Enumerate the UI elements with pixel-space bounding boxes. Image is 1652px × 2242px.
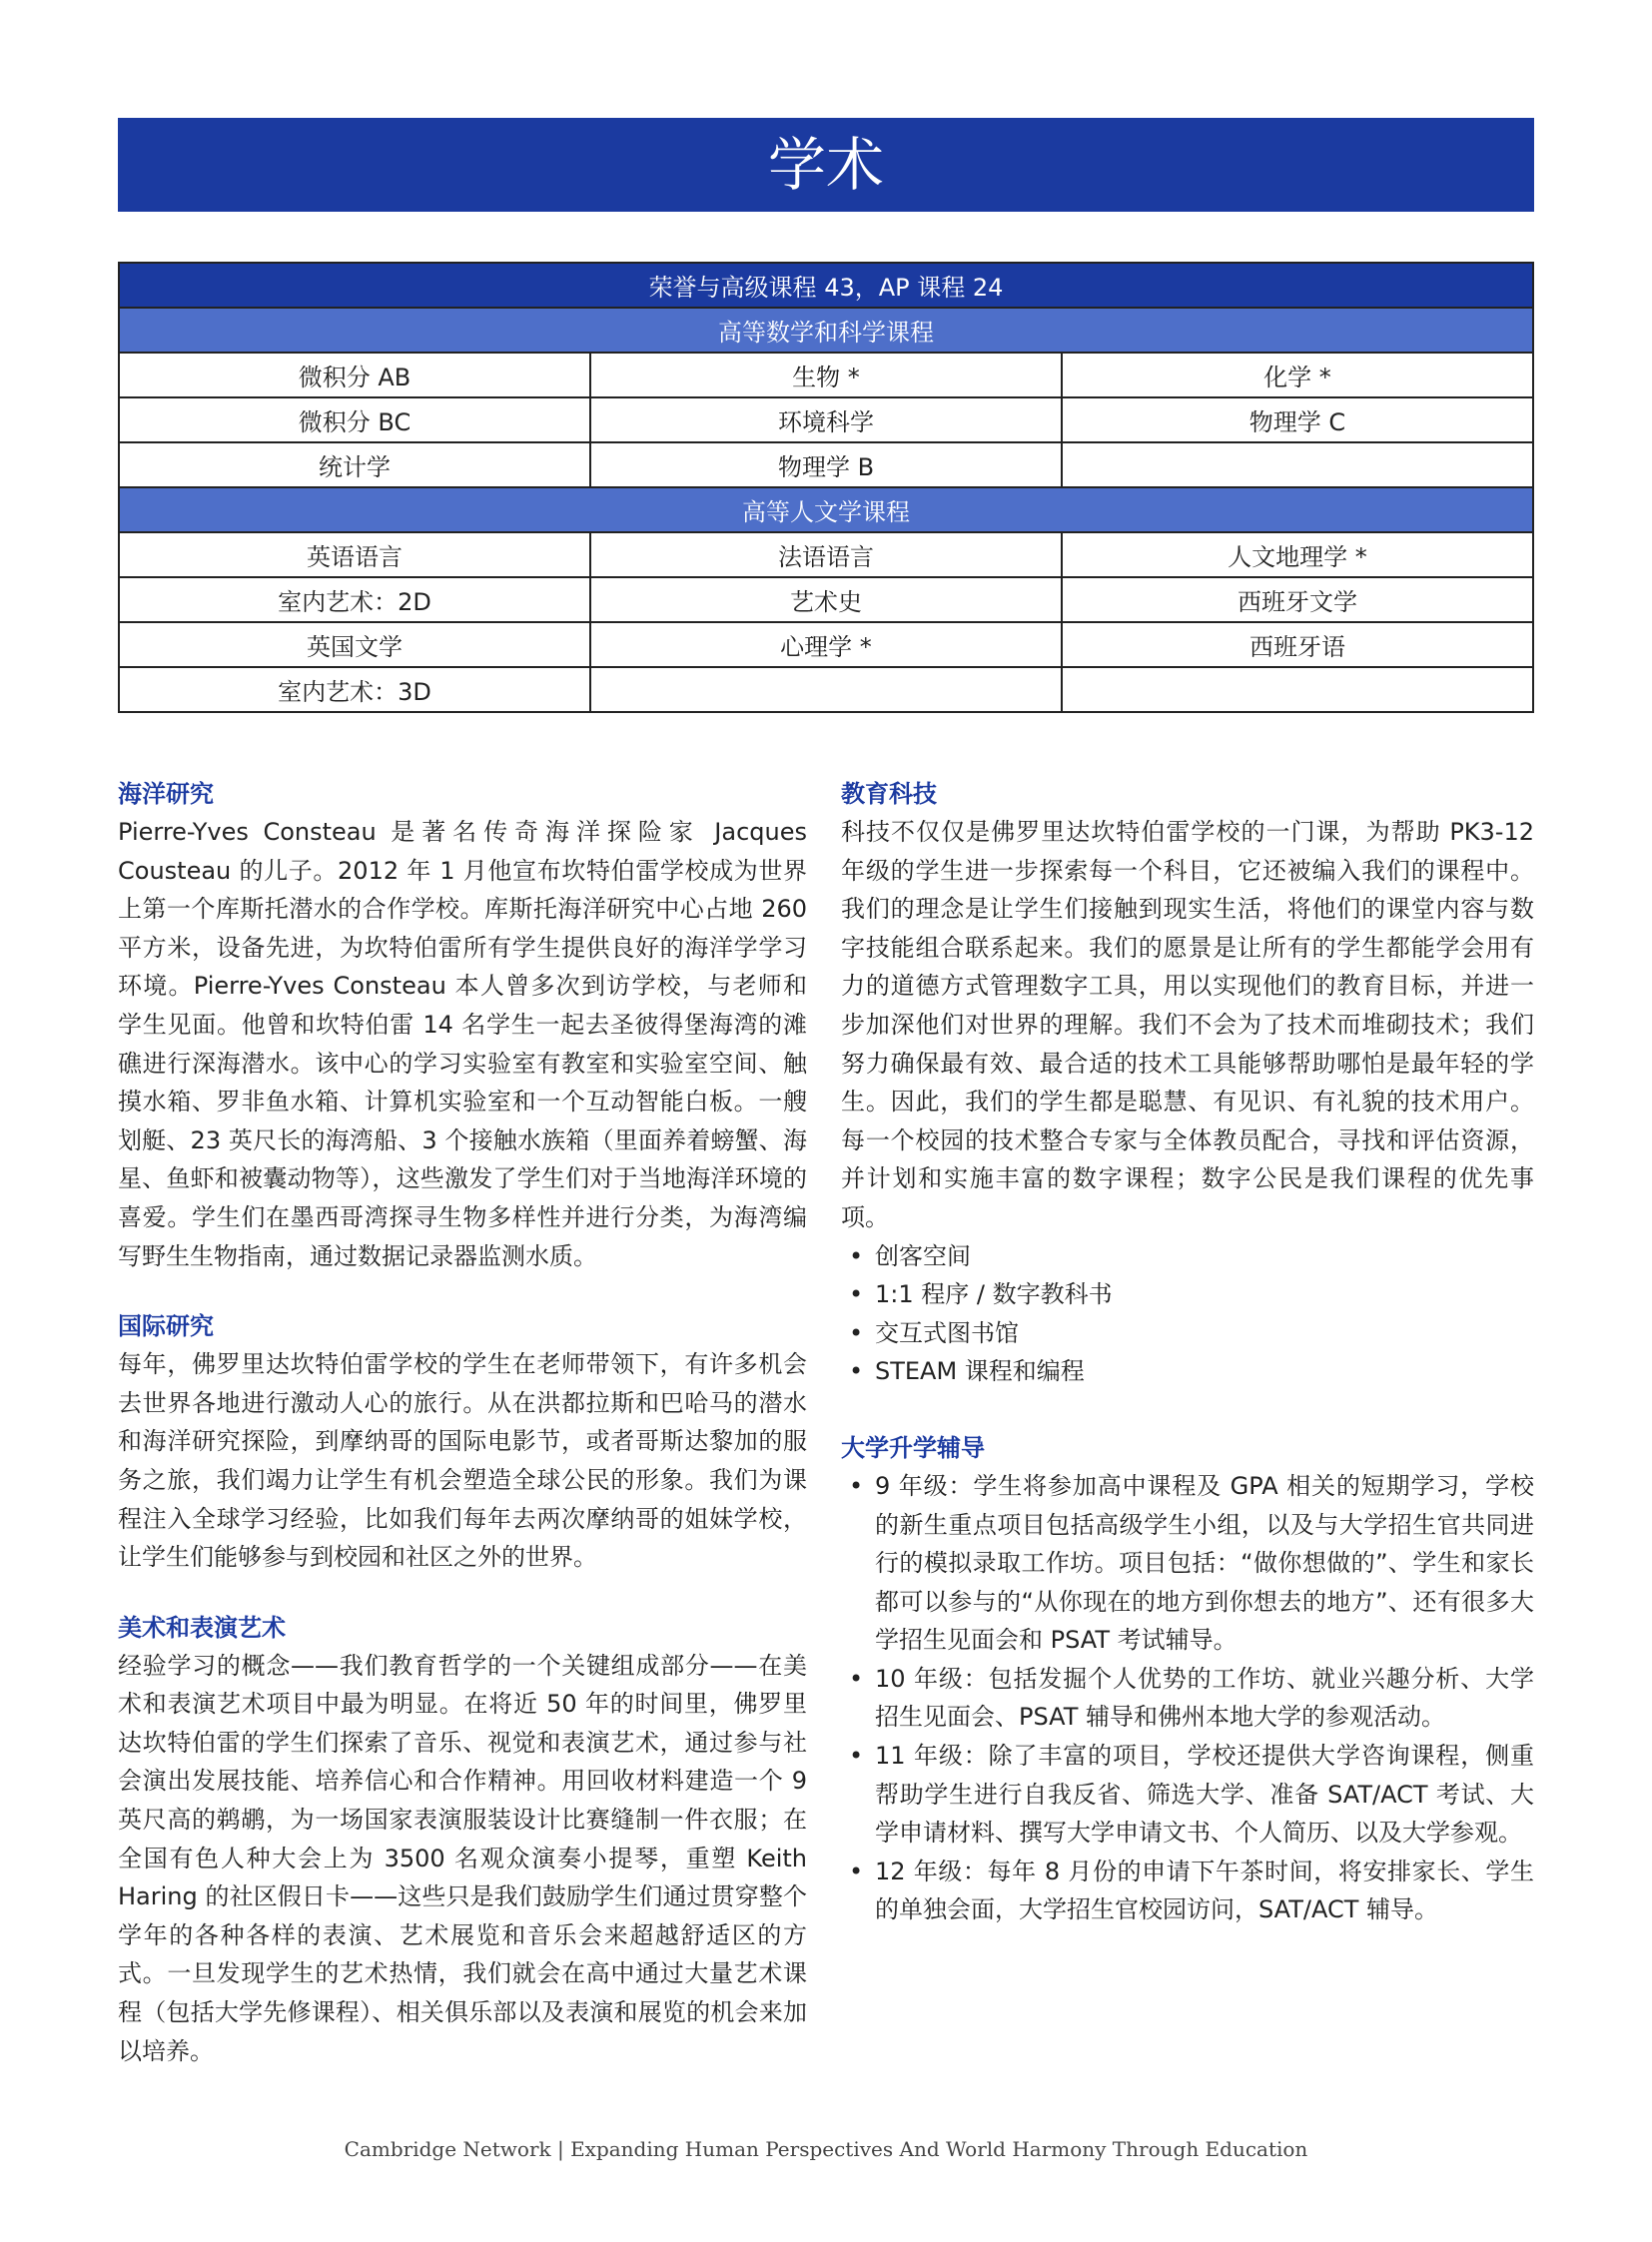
list-item: • 交互式图书馆 bbox=[849, 1318, 1019, 1347]
table-cell bbox=[590, 667, 1062, 712]
international-text: 每年，佛罗里达坎特伯雷学校的学生在老师带领下，有许多机会去世界各地进行激动人心的旅行。从在洪都拉斯和巴哈马的潜水和海洋研究探险，到摩纳哥的国际电影节，或者哥斯达黎加的服务之旅，我们竭力让学生有机会塑造全球公民的形象。我们为课程注入全球学习经验，比如我们每年去两次摩纳哥的姐妹学校，让学生们能够参与到校园和社区之外的世界。 bbox=[118, 1350, 807, 1572]
edtech-text: 科技不仅仅是佛罗里达坎特伯雷学校的一门课，为帮助 PK3-12 年级的学生进一步探索每一个科目，它还被编入我们的课程中。我们的理念是让学生们接触到现实生活，将他们的课堂内容与数字技能组合联系起来。我们的愿景是让所有的学生都能学会用有力的道德方式管理数字工具，用以实现他们的教育目标，并进一步加深他们对世界的理解。我们不会为了技术而堆砌技术；我们努力确保最有效、最合适的技术工具能够帮助哪怕是最年轻的学生。因此，我们的学生都是聪慧、有见识、有礼貌的技术用户。每一个校园的技术整合专家与全体教员配合，寻找和评估资源，并计划和实施丰富的数字课程；数字公民是我们课程的优先事项。 bbox=[841, 818, 1534, 1231]
international-heading: 国际研究 bbox=[118, 1312, 214, 1341]
table-cell: 微积分 BC bbox=[119, 397, 590, 442]
list-item: • 创客空间 bbox=[849, 1241, 971, 1270]
section-title: 高等数学和科学课程 bbox=[119, 308, 1533, 353]
table-cell: 微积分 AB bbox=[119, 353, 590, 397]
table-cell: 物理学 B bbox=[590, 442, 1062, 487]
ocean-text: Pierre-Yves Consteau 是著名传奇海洋探险家 Jacques Cousteau 的儿子。2012 年 1 月他宣布坎特伯雷学校成为世界上第一个库斯托潜水的合作学校。库斯托海洋研究中心占地 260 平方米，设备先进，为坎特伯雷所有学生提供良好的海洋学学习环境。Pierre-Yves Consteau 本人曾多次到访学校，与老师和学生见面。他曾和坎特伯雷 14 名学生一起去圣彼得堡海湾的滩礁进行深海潜水。该中心的学习实验室有教室和实验室空间、触摸水箱、罗非鱼水箱、计算机实验室和一个互动智能白板。一艘划艇、23 英尺长的海湾船、3 个接触水族箱（里面养着螃蟹、海星、鱼虾和被囊动物等），这些激发了学生们对于当地海洋环境的喜爱。学生们在墨西哥湾探寻生物多样性并进行分类，为海湾编写野生生物指南，通过数据记录器监测水质。 bbox=[118, 818, 807, 1270]
table-cell: 生物 * bbox=[590, 353, 1062, 397]
college-list bbox=[841, 1467, 1534, 1929]
edtech-list bbox=[841, 1237, 1534, 1391]
table-cell: 英国文学 bbox=[119, 622, 590, 667]
list-item: • 11 年级：除了丰富的项目，学校还提供大学咨询课程，侧重帮助学生进行自我反省、筛选大学、准备 SAT/ACT 考试、大学申请材料、撰写大学申请文书、个人简历、以及大学参观。 bbox=[849, 1742, 1534, 1848]
table-cell: 人文地理学 * bbox=[1062, 532, 1533, 577]
table-cell: 西班牙语 bbox=[1062, 622, 1533, 667]
arts-text: 经验学习的概念——我们教育哲学的一个关键组成部分——在美术和表演艺术项目中最为明显。在将近 50 年的时间里，佛罗里达坎特伯雷的学生们探索了音乐、视觉和表演艺术，通过参与社会演出发展技能、培养信心和合作精神。用回收材料建造一个 9 英尺高的鹈鹕，为一场国家表演服装设计比赛缝制一件衣服；在全国有色人种大会上为 3500 名观众演奏小提琴，重塑 Keith Haring 的社区假日卡——这些只是我们鼓励学生们通过贯穿整个学年的各种各样的表演、艺术展览和音乐会来超越舒适区的方式。一旦发现学生的艺术热情，我们就会在高中通过大量艺术课程（包括大学先修课程）、相关俱乐部以及表演和展览的机会来加以培养。 bbox=[118, 1651, 807, 2065]
table-cell: 化学 * bbox=[1062, 353, 1533, 397]
edtech-heading: 教育科技 bbox=[841, 780, 937, 808]
list-item: • 12 年级：每年 8 月份的申请下午茶时间，将安排家长、学生的单独会面，大学招生官校园访问，SAT/ACT 辅导。 bbox=[849, 1857, 1534, 1924]
table-cell: 英语语言 bbox=[119, 532, 590, 577]
list-item: • STEAM 课程和编程 bbox=[849, 1357, 1085, 1386]
table-header: 荣誉与高级课程 43，AP 课程 24 bbox=[119, 263, 1533, 308]
ocean-heading: 海洋研究 bbox=[118, 780, 214, 808]
left-column bbox=[118, 775, 807, 2070]
table-row bbox=[119, 442, 1533, 487]
table-cell bbox=[1062, 442, 1533, 487]
list-item: • 1:1 程序 / 数字教科书 bbox=[849, 1280, 1113, 1309]
table-cell: 法语语言 bbox=[590, 532, 1062, 577]
table-cell: 艺术史 bbox=[590, 577, 1062, 622]
table-cell: 室内艺术：2D bbox=[119, 577, 590, 622]
course-table bbox=[118, 262, 1534, 713]
table-row bbox=[119, 353, 1533, 397]
table-cell: 西班牙文学 bbox=[1062, 577, 1533, 622]
list-item: • 10 年级：包括发掘个人优势的工作坊、就业兴趣分析、大学招生见面会、PSAT 辅导和佛州本地大学的参观活动。 bbox=[849, 1664, 1534, 1732]
right-column bbox=[841, 775, 1534, 1929]
table-cell: 统计学 bbox=[119, 442, 590, 487]
table-row bbox=[119, 577, 1533, 622]
table-cell: 室内艺术：3D bbox=[119, 667, 590, 712]
table-row bbox=[119, 397, 1533, 442]
footer: Cambridge Network | Expanding Human Perspectives And World Harmony Through Education bbox=[344, 2137, 1308, 2161]
section-title: 高等人文学课程 bbox=[119, 487, 1533, 532]
list-item: • 9 年级：学生将参加高中课程及 GPA 相关的短期学习，学校的新生重点项目包括高级学生小组，以及与大学招生官共同进行的模拟录取工作坊。项目包括：“做你想做的”、学生和家长都可以参与的“从你现在的地方到你想去的地方”、还有很多大学招生见面会和 PSAT 考试辅导。 bbox=[849, 1471, 1534, 1655]
table-cell: 环境科学 bbox=[590, 397, 1062, 442]
table-cell: 物理学 C bbox=[1062, 397, 1533, 442]
table-cell bbox=[1062, 667, 1533, 712]
table-row bbox=[119, 667, 1533, 712]
table-cell: 心理学 * bbox=[590, 622, 1062, 667]
arts-heading: 美术和表演艺术 bbox=[118, 1613, 286, 1642]
table-row bbox=[119, 622, 1533, 667]
table-row bbox=[119, 532, 1533, 577]
page-title: 学术 bbox=[118, 118, 1534, 212]
college-heading: 大学升学辅导 bbox=[841, 1433, 985, 1462]
